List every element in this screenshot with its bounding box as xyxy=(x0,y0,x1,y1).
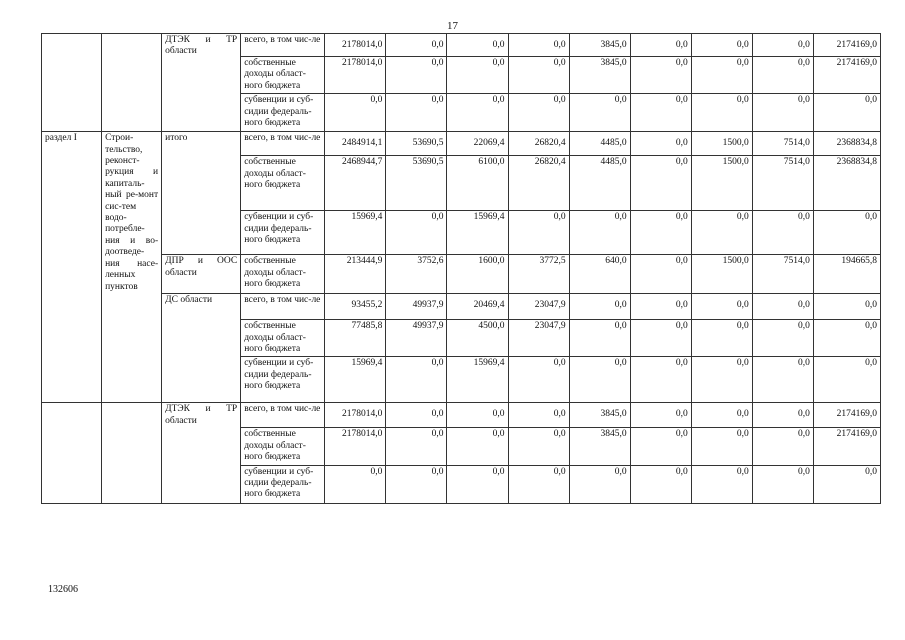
value-cell: 0,0 xyxy=(386,428,447,465)
value-cell: 0,0 xyxy=(630,403,691,428)
funding-source-cell: всего, в том чис-ле xyxy=(241,403,325,428)
program-cell xyxy=(102,403,162,503)
value-cell: 0,0 xyxy=(569,94,630,132)
table-row xyxy=(42,294,881,320)
value-cell: 7514,0 xyxy=(752,156,813,211)
value-cell: 0,0 xyxy=(752,428,813,465)
value-cell: 0,0 xyxy=(569,465,630,503)
value-cell: 22069,4 xyxy=(447,132,508,156)
value-cell: 3845,0 xyxy=(569,34,630,57)
value-cell: 15969,4 xyxy=(325,211,386,255)
table-row xyxy=(42,34,881,57)
value-cell: 0,0 xyxy=(691,428,752,465)
value-cell: 15969,4 xyxy=(447,357,508,403)
value-cell: 0,0 xyxy=(447,57,508,94)
value-cell: 0,0 xyxy=(813,94,880,132)
executor-cell: ДТЭК и ТР области xyxy=(162,34,241,132)
value-cell: 0,0 xyxy=(569,294,630,320)
value-cell: 0,0 xyxy=(630,294,691,320)
value-cell: 3752,6 xyxy=(386,255,447,294)
value-cell: 2484914,1 xyxy=(325,132,386,156)
value-cell: 0,0 xyxy=(386,465,447,503)
section-cell xyxy=(42,34,102,132)
value-cell: 0,0 xyxy=(569,211,630,255)
table-row xyxy=(42,132,881,156)
value-cell: 53690,5 xyxy=(386,156,447,211)
funding-source-cell: субвенции и суб-сидии федераль-ного бюджета xyxy=(241,357,325,403)
section-cell: раздел I xyxy=(42,132,102,403)
value-cell: 0,0 xyxy=(630,156,691,211)
value-cell: 3845,0 xyxy=(569,403,630,428)
value-cell: 49937,9 xyxy=(386,320,447,357)
value-cell: 0,0 xyxy=(325,94,386,132)
value-cell: 0,0 xyxy=(386,94,447,132)
value-cell: 0,0 xyxy=(630,357,691,403)
value-cell: 1500,0 xyxy=(691,156,752,211)
program-cell: Строи-тельство, реконст-рукция и капиталь-ный ре-монт сис-тем водо-потребле-ния и во-доотведе-ния насе-ленных пунктов xyxy=(102,132,162,403)
value-cell: 20469,4 xyxy=(447,294,508,320)
value-cell: 0,0 xyxy=(569,357,630,403)
executor-cell: итого xyxy=(162,132,241,255)
value-cell: 2368834,8 xyxy=(813,132,880,156)
value-cell: 0,0 xyxy=(508,211,569,255)
value-cell: 0,0 xyxy=(447,94,508,132)
value-cell: 2174169,0 xyxy=(813,428,880,465)
value-cell: 0,0 xyxy=(386,211,447,255)
value-cell: 3845,0 xyxy=(569,57,630,94)
funding-source-cell: всего, в том чис-ле xyxy=(241,294,325,320)
value-cell: 0,0 xyxy=(752,357,813,403)
value-cell: 7514,0 xyxy=(752,132,813,156)
value-cell: 0,0 xyxy=(447,34,508,57)
funding-source-cell: всего, в том чис-ле xyxy=(241,34,325,57)
value-cell: 0,0 xyxy=(691,94,752,132)
value-cell: 0,0 xyxy=(447,428,508,465)
value-cell: 77485,8 xyxy=(325,320,386,357)
value-cell: 0,0 xyxy=(630,255,691,294)
value-cell: 0,0 xyxy=(630,132,691,156)
value-cell: 0,0 xyxy=(752,294,813,320)
value-cell: 0,0 xyxy=(752,94,813,132)
value-cell: 93455,2 xyxy=(325,294,386,320)
value-cell: 2178014,0 xyxy=(325,428,386,465)
table-row xyxy=(42,255,881,294)
funding-source-cell: собственные доходы област-ного бюджета xyxy=(241,57,325,94)
value-cell: 0,0 xyxy=(691,294,752,320)
value-cell: 49937,9 xyxy=(386,294,447,320)
value-cell: 0,0 xyxy=(813,294,880,320)
value-cell: 2468944,7 xyxy=(325,156,386,211)
document-code: 132606 xyxy=(48,584,78,595)
value-cell: 2368834,8 xyxy=(813,156,880,211)
value-cell: 0,0 xyxy=(813,357,880,403)
value-cell: 15969,4 xyxy=(325,357,386,403)
funding-source-cell: субвенции и суб-сидии федераль-ного бюджета xyxy=(241,465,325,503)
value-cell: 0,0 xyxy=(630,428,691,465)
value-cell: 0,0 xyxy=(508,357,569,403)
value-cell: 2178014,0 xyxy=(325,403,386,428)
value-cell: 0,0 xyxy=(752,320,813,357)
value-cell: 0,0 xyxy=(508,57,569,94)
value-cell: 2174169,0 xyxy=(813,57,880,94)
funding-source-cell: субвенции и суб-сидии федераль-ного бюджета xyxy=(241,211,325,255)
value-cell: 0,0 xyxy=(569,320,630,357)
value-cell: 3845,0 xyxy=(569,428,630,465)
value-cell: 1500,0 xyxy=(691,132,752,156)
value-cell: 194665,8 xyxy=(813,255,880,294)
value-cell: 0,0 xyxy=(813,320,880,357)
value-cell: 0,0 xyxy=(691,320,752,357)
value-cell: 0,0 xyxy=(508,94,569,132)
value-cell: 640,0 xyxy=(569,255,630,294)
value-cell: 0,0 xyxy=(691,465,752,503)
value-cell: 0,0 xyxy=(630,34,691,57)
value-cell: 0,0 xyxy=(630,465,691,503)
value-cell: 4485,0 xyxy=(569,156,630,211)
value-cell: 0,0 xyxy=(447,465,508,503)
value-cell: 0,0 xyxy=(386,34,447,57)
value-cell: 0,0 xyxy=(752,34,813,57)
executor-cell: ДПР и ООС области xyxy=(162,255,241,294)
value-cell: 1500,0 xyxy=(691,255,752,294)
value-cell: 0,0 xyxy=(752,465,813,503)
value-cell: 4485,0 xyxy=(569,132,630,156)
value-cell: 0,0 xyxy=(386,403,447,428)
executor-cell: ДС области xyxy=(162,294,241,403)
table-row xyxy=(42,403,881,428)
value-cell: 0,0 xyxy=(813,465,880,503)
value-cell: 0,0 xyxy=(630,94,691,132)
value-cell: 3772,5 xyxy=(508,255,569,294)
value-cell: 26820,4 xyxy=(508,156,569,211)
value-cell: 7514,0 xyxy=(752,255,813,294)
value-cell: 0,0 xyxy=(630,320,691,357)
budget-table xyxy=(41,33,881,504)
value-cell: 15969,4 xyxy=(447,211,508,255)
value-cell: 0,0 xyxy=(325,465,386,503)
value-cell: 6100,0 xyxy=(447,156,508,211)
value-cell: 0,0 xyxy=(447,403,508,428)
executor-cell: ДТЭК и ТР области xyxy=(162,403,241,503)
funding-source-cell: собственные доходы област-ного бюджета xyxy=(241,428,325,465)
value-cell: 0,0 xyxy=(508,428,569,465)
section-cell xyxy=(42,403,102,503)
value-cell: 0,0 xyxy=(508,465,569,503)
value-cell: 23047,9 xyxy=(508,294,569,320)
value-cell: 0,0 xyxy=(508,403,569,428)
funding-source-cell: субвенции и суб-сидии федераль-ного бюджета xyxy=(241,94,325,132)
value-cell: 2174169,0 xyxy=(813,34,880,57)
value-cell: 0,0 xyxy=(630,57,691,94)
funding-source-cell: собственные доходы област-ного бюджета xyxy=(241,255,325,294)
funding-source-cell: собственные доходы област-ного бюджета xyxy=(241,320,325,357)
value-cell: 26820,4 xyxy=(508,132,569,156)
value-cell: 0,0 xyxy=(752,403,813,428)
value-cell: 0,0 xyxy=(386,57,447,94)
value-cell: 0,0 xyxy=(691,34,752,57)
value-cell: 213444,9 xyxy=(325,255,386,294)
page-number: 17 xyxy=(447,20,458,32)
value-cell: 2174169,0 xyxy=(813,403,880,428)
value-cell: 0,0 xyxy=(691,211,752,255)
value-cell: 53690,5 xyxy=(386,132,447,156)
value-cell: 0,0 xyxy=(630,211,691,255)
value-cell: 4500,0 xyxy=(447,320,508,357)
value-cell: 0,0 xyxy=(386,357,447,403)
value-cell: 0,0 xyxy=(691,357,752,403)
value-cell: 2178014,0 xyxy=(325,34,386,57)
value-cell: 0,0 xyxy=(752,57,813,94)
value-cell: 1600,0 xyxy=(447,255,508,294)
value-cell: 0,0 xyxy=(691,403,752,428)
value-cell: 0,0 xyxy=(508,34,569,57)
value-cell: 0,0 xyxy=(691,57,752,94)
value-cell: 2178014,0 xyxy=(325,57,386,94)
funding-source-cell: собственные доходы област-ного бюджета xyxy=(241,156,325,211)
value-cell: 0,0 xyxy=(752,211,813,255)
value-cell: 0,0 xyxy=(813,211,880,255)
funding-source-cell: всего, в том чис-ле xyxy=(241,132,325,156)
program-cell xyxy=(102,34,162,132)
value-cell: 23047,9 xyxy=(508,320,569,357)
